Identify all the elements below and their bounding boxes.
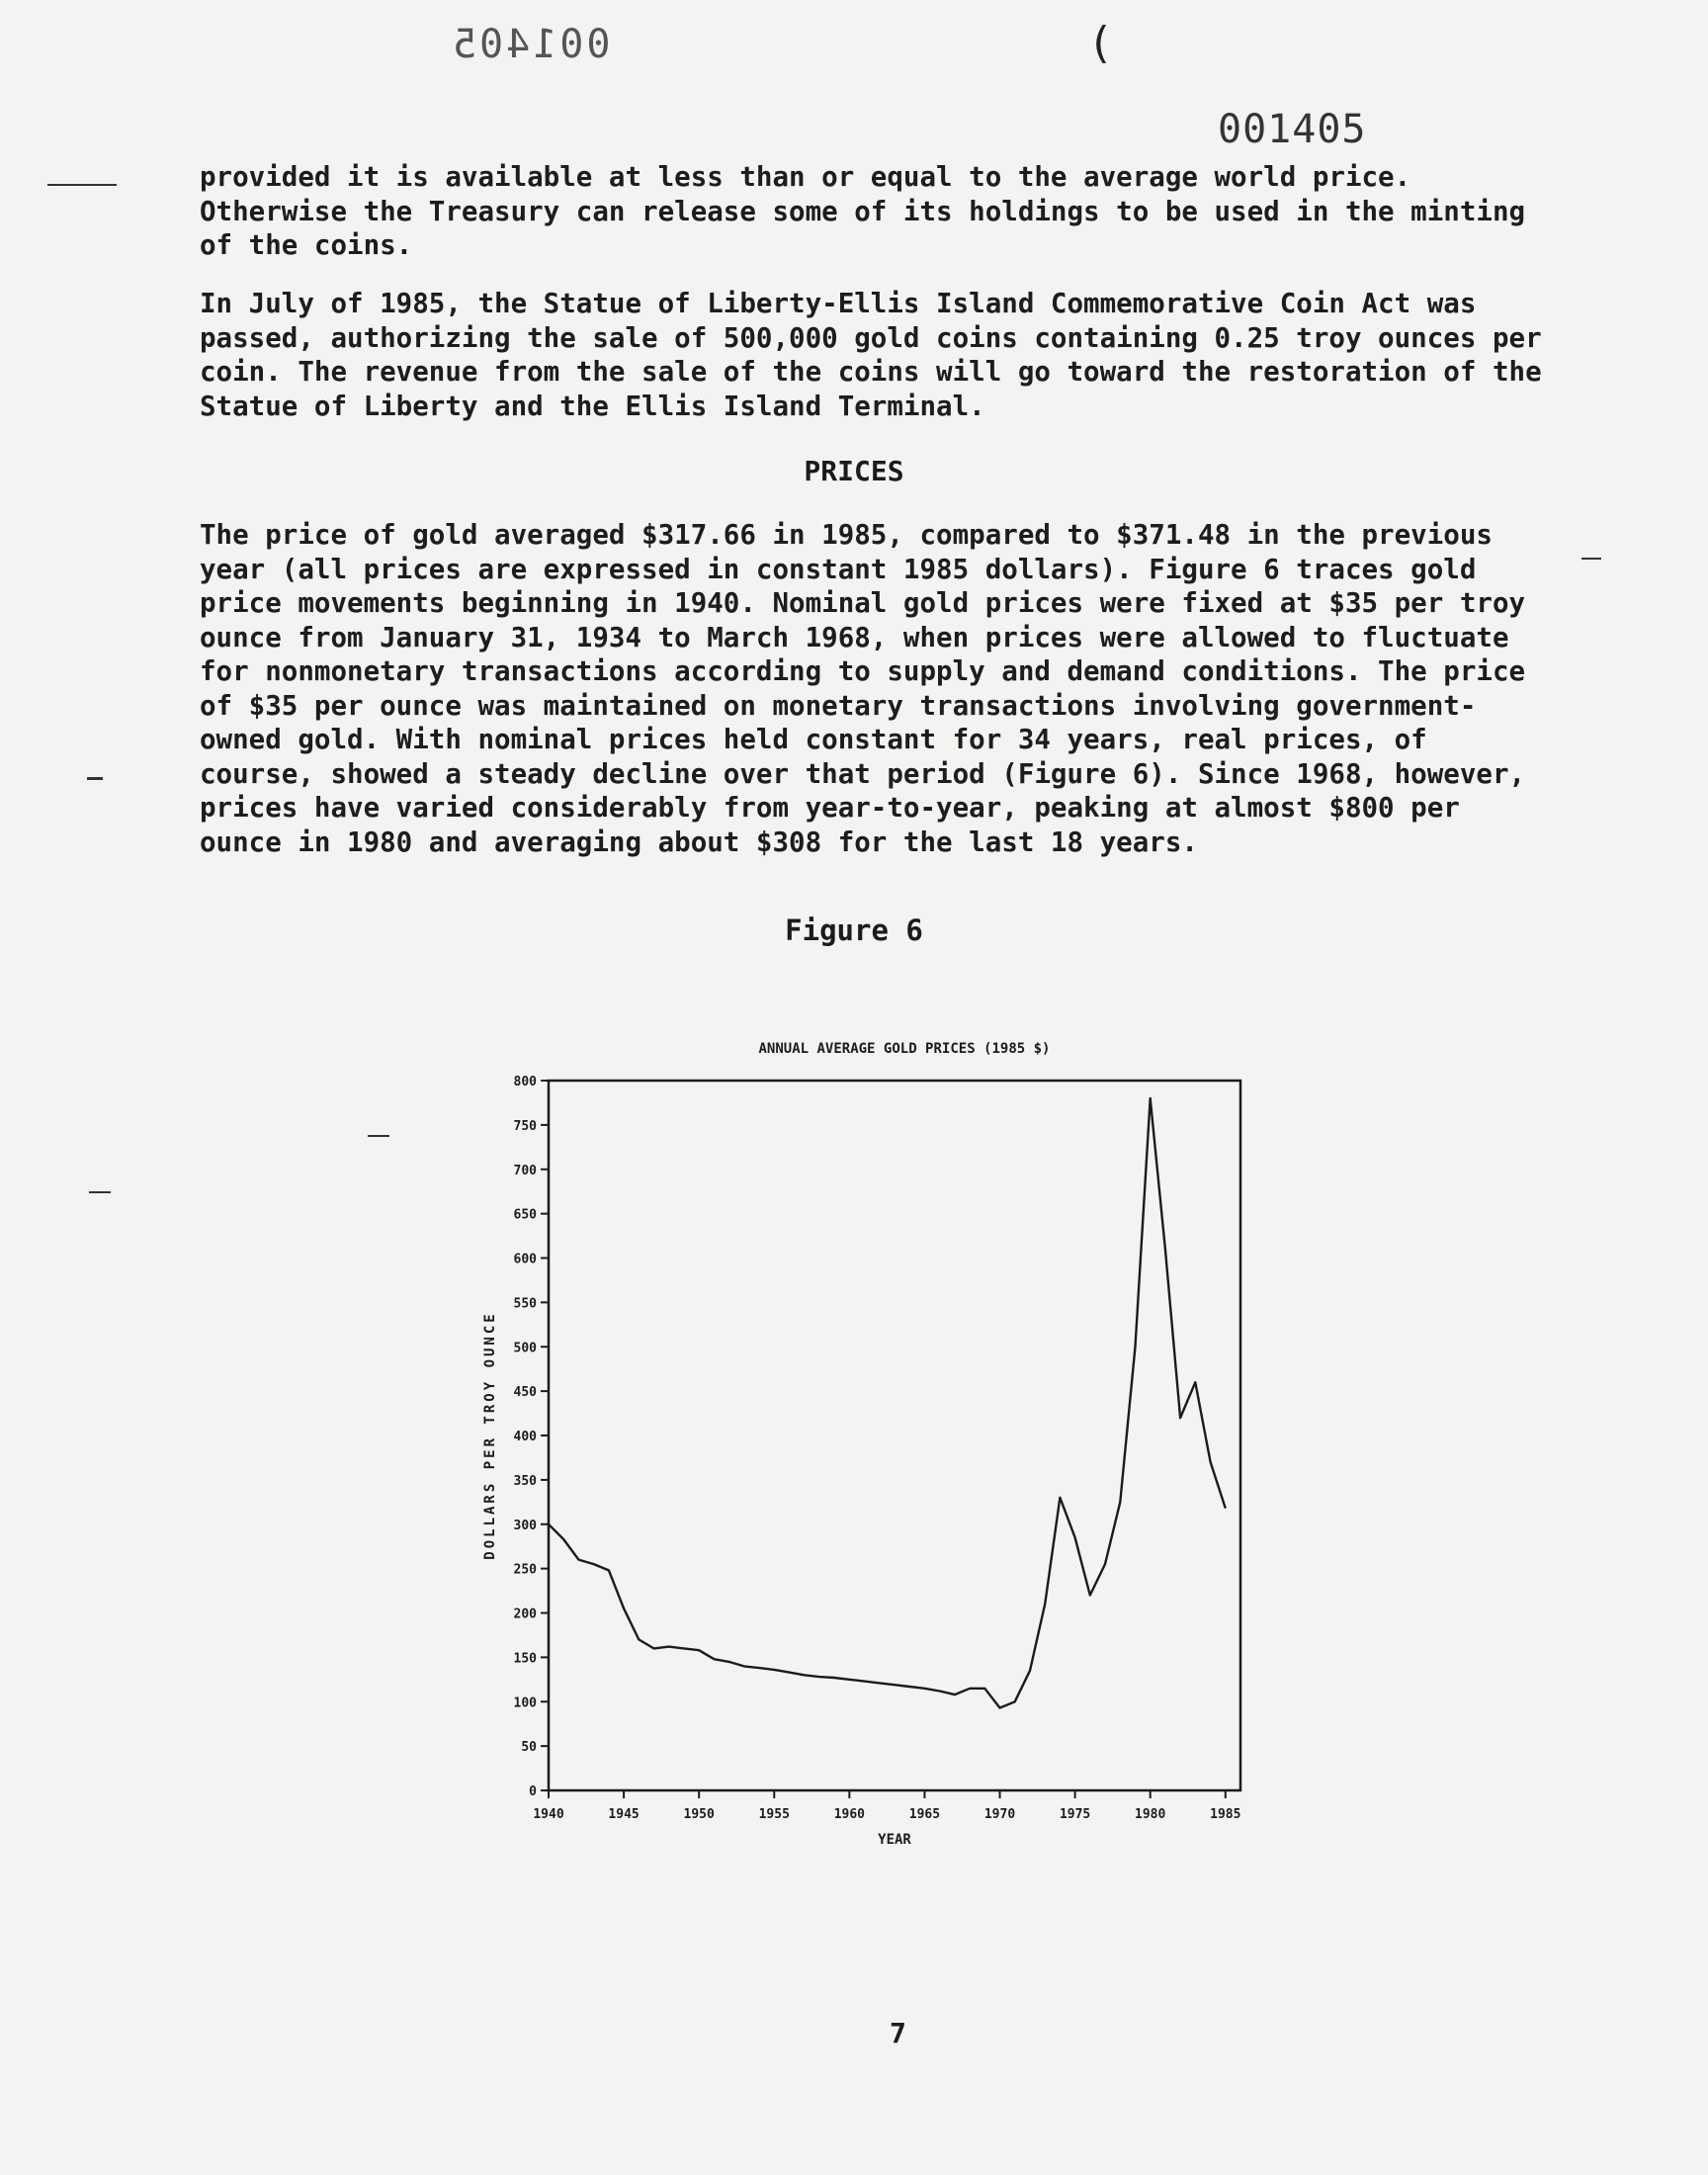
paragraph-commemorative-coin-act: In July of 1985, the Statue of Liberty-Ellis Island Commemorative Coin Act was passed, authorizing the sale of 500,000 gold coins containing 0.25 troy ounces per coin. The revenue from the sale of the coins will go toward the restoration of the Statue of Liberty and the Ellis Island Terminal. bbox=[200, 288, 1542, 422]
x-tick-label: 1985 bbox=[1210, 1807, 1241, 1822]
chart-title: ANNUAL AVERAGE GOLD PRICES (1985 $) bbox=[758, 1041, 1051, 1057]
y-tick-label: 500 bbox=[513, 1341, 537, 1356]
paren-mark: ( bbox=[1087, 18, 1114, 68]
gold-price-chart bbox=[455, 1028, 1305, 1878]
y-tick-label: 350 bbox=[513, 1473, 537, 1489]
y-tick-label: 50 bbox=[521, 1740, 537, 1756]
y-tick-label: 150 bbox=[513, 1651, 537, 1667]
y-tick-label: 600 bbox=[513, 1252, 537, 1267]
y-tick-label: 0 bbox=[529, 1784, 537, 1799]
gold-price-line bbox=[549, 1098, 1226, 1708]
x-axis bbox=[533, 1790, 1240, 1822]
x-tick-label: 1965 bbox=[908, 1807, 941, 1822]
margin-mark bbox=[368, 1135, 389, 1137]
paragraph-gold-prices: The price of gold averaged $317.66 in 1985, compared to $371.48 in the previous year (all prices are expressed in constant 1985 dollars). Figure 6 traces gold price movements beginning in 1940. Nominal gold prices were fixed at $35 per troy ounce from January 31, 1934 to March 1968, when prices were allowed to fluctuate for nonmonetary transactions according to supply and demand conditions. The price of $35 per ounce was maintained on monetary transactions involving government-owned gold. With nominal prices held constant for 34 years, real prices, of course, showed a steady decline over that period (Figure 6). Since 1968, however, prices have varied considerably from year-to-year, peaking at almost $800 per ounce in 1980 and averaging about $308 for the last 18 years. bbox=[200, 519, 1526, 858]
y-tick-label: 400 bbox=[513, 1430, 537, 1444]
page-number: 7 bbox=[890, 2017, 906, 2049]
x-tick-label: 1970 bbox=[983, 1807, 1016, 1822]
x-tick-label: 1960 bbox=[833, 1807, 866, 1822]
margin-mark bbox=[47, 184, 117, 186]
top-right-stamp: 001405 bbox=[1218, 107, 1367, 152]
margin-mark bbox=[1581, 558, 1601, 560]
margin-mark bbox=[89, 1191, 111, 1193]
x-tick-label: 1950 bbox=[683, 1807, 715, 1822]
y-tick-label: 200 bbox=[513, 1607, 537, 1622]
paragraph-coin-release: provided it is available at less than or equal to the average world price. Otherwise the Treasury can release some of its holdings to be used in the minting of the coins. bbox=[200, 161, 1526, 261]
y-tick-label: 700 bbox=[513, 1163, 537, 1178]
y-tick-label: 450 bbox=[513, 1385, 537, 1401]
x-tick-label: 1955 bbox=[758, 1807, 790, 1822]
x-tick-label: 1980 bbox=[1135, 1807, 1166, 1822]
y-tick-label: 250 bbox=[513, 1562, 537, 1578]
y-axis bbox=[514, 1075, 549, 1799]
y-tick-label: 100 bbox=[513, 1696, 537, 1711]
y-tick-label: 750 bbox=[513, 1118, 537, 1134]
x-tick-label: 1940 bbox=[533, 1807, 564, 1822]
margin-mark bbox=[87, 777, 103, 780]
y-tick-label: 300 bbox=[513, 1518, 537, 1533]
x-axis-label: YEAR bbox=[878, 1832, 911, 1848]
section-heading-prices: PRICES bbox=[804, 455, 904, 487]
y-axis-label: DOLLARS PER TROY OUNCE bbox=[482, 1311, 498, 1560]
figure-label: Figure 6 bbox=[785, 914, 923, 947]
x-tick-label: 1975 bbox=[1059, 1807, 1091, 1822]
y-tick-label: 650 bbox=[513, 1207, 537, 1223]
y-tick-label: 800 bbox=[513, 1075, 537, 1089]
x-tick-label: 1945 bbox=[608, 1807, 640, 1822]
top-left-stamp: 001405 bbox=[450, 22, 611, 67]
y-tick-label: 550 bbox=[513, 1296, 537, 1312]
